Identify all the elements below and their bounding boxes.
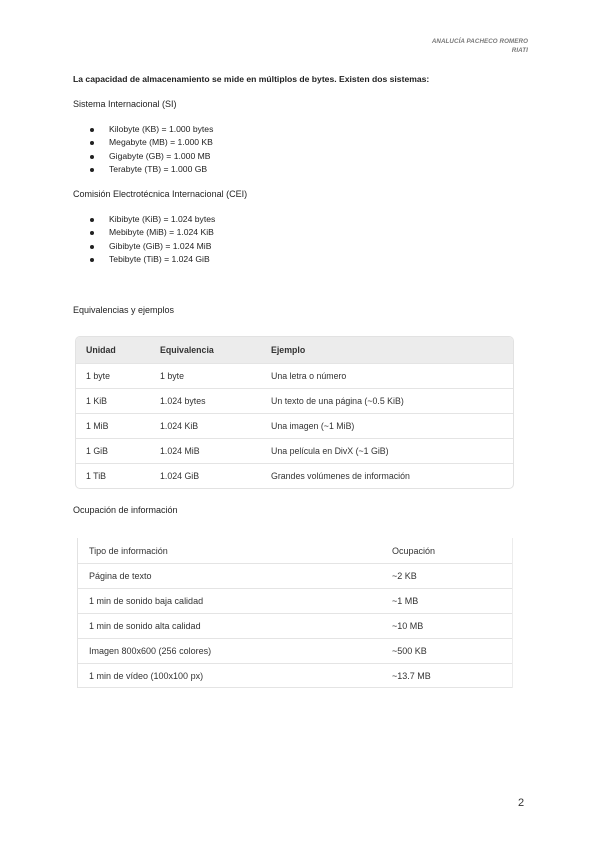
table-row [76, 388, 513, 413]
list-item: Terabyte (TB) = 1.000 GB [90, 163, 213, 176]
list-item: Mebibyte (MiB) = 1.024 KiB [90, 226, 215, 239]
table-cell: 1 min de sonido alta calidad [89, 621, 201, 631]
cei-section-title: Comisión Electrotécnica Internacional (CEI) [73, 189, 248, 199]
si-list [90, 123, 213, 176]
table-cell: 1.024 MiB [160, 446, 200, 456]
equivalencias-table [75, 336, 514, 489]
table-cell: 1.024 bytes [160, 396, 206, 406]
table-row [78, 613, 512, 638]
table-cell: 1 byte [160, 371, 184, 381]
si-section-title: Sistema Internacional (SI) [73, 99, 177, 109]
table-row [78, 638, 512, 663]
intro-paragraph: La capacidad de almacenamiento se mide en múltiplos de bytes. Existen dos sistemas: [73, 74, 430, 84]
ocupacion-title: Ocupación de información [73, 505, 178, 515]
column-header-ocupacion: Ocupación [392, 545, 436, 556]
document-code: RIATI [511, 47, 528, 54]
column-header-unidad: Unidad [86, 345, 116, 355]
column-header-ejemplo: Ejemplo [271, 345, 306, 355]
list-item: Gibibyte (GiB) = 1.024 MiB [90, 240, 215, 253]
table-cell: Página de texto [89, 571, 152, 581]
table-cell: 1 GiB [86, 446, 109, 456]
table-row [76, 463, 513, 488]
table-cell: ~500 KB [392, 646, 427, 656]
table-cell: 1 min de sonido baja calidad [89, 596, 204, 606]
table-cell: Una imagen (~1 MiB) [271, 421, 355, 431]
list-item: Tebibyte (TiB) = 1.024 GiB [90, 253, 215, 266]
page-number: 2 [518, 797, 525, 809]
table-cell: Una película en DivX (~1 GiB) [271, 446, 389, 456]
ocupacion-table [77, 538, 513, 688]
list-item: Kibibyte (KiB) = 1.024 bytes [90, 213, 215, 226]
cei-list [90, 213, 215, 266]
list-item: Gigabyte (GB) = 1.000 MB [90, 150, 213, 163]
table-cell: 1 TiB [86, 471, 107, 481]
table-cell: 1 min de vídeo (100x100 px) [89, 670, 204, 681]
table-row [76, 413, 513, 438]
table-row [78, 563, 512, 588]
table-cell: ~2 KB [392, 571, 417, 581]
column-header-equivalencia: Equivalencia [160, 345, 214, 355]
table-cell: 1 KiB [86, 396, 108, 406]
table-cell: 1 byte [86, 371, 110, 381]
table-cell: Un texto de una página (~0.5 KiB) [271, 396, 404, 406]
equivalencias-title: Equivalencias y ejemplos [73, 305, 175, 315]
table-cell: Grandes volúmenes de información [271, 471, 410, 481]
table-header-row [78, 538, 512, 563]
table-row [78, 663, 512, 688]
table-cell: Imagen 800x600 (256 colores) [89, 646, 212, 656]
list-item: Kilobyte (KB) = 1.000 bytes [90, 123, 213, 136]
page-header [432, 37, 528, 55]
table-row [76, 438, 513, 463]
table-row [78, 588, 512, 613]
list-item: Megabyte (MB) = 1.000 KB [90, 136, 213, 149]
table-cell: ~13.7 MB [392, 670, 431, 681]
table-cell: 1.024 KiB [160, 421, 199, 431]
table-cell: 1.024 GiB [160, 471, 200, 481]
table-cell: ~10 MB [392, 621, 424, 631]
author-name: ANALUCÍA PACHECO ROMERO [431, 38, 528, 45]
column-header-tipo: Tipo de información [89, 545, 168, 556]
table-row [76, 363, 513, 388]
table-cell: Una letra o número [271, 371, 347, 381]
table-header-row [76, 337, 513, 363]
table-cell: ~1 MB [392, 596, 419, 606]
table-cell: 1 MiB [86, 421, 109, 431]
